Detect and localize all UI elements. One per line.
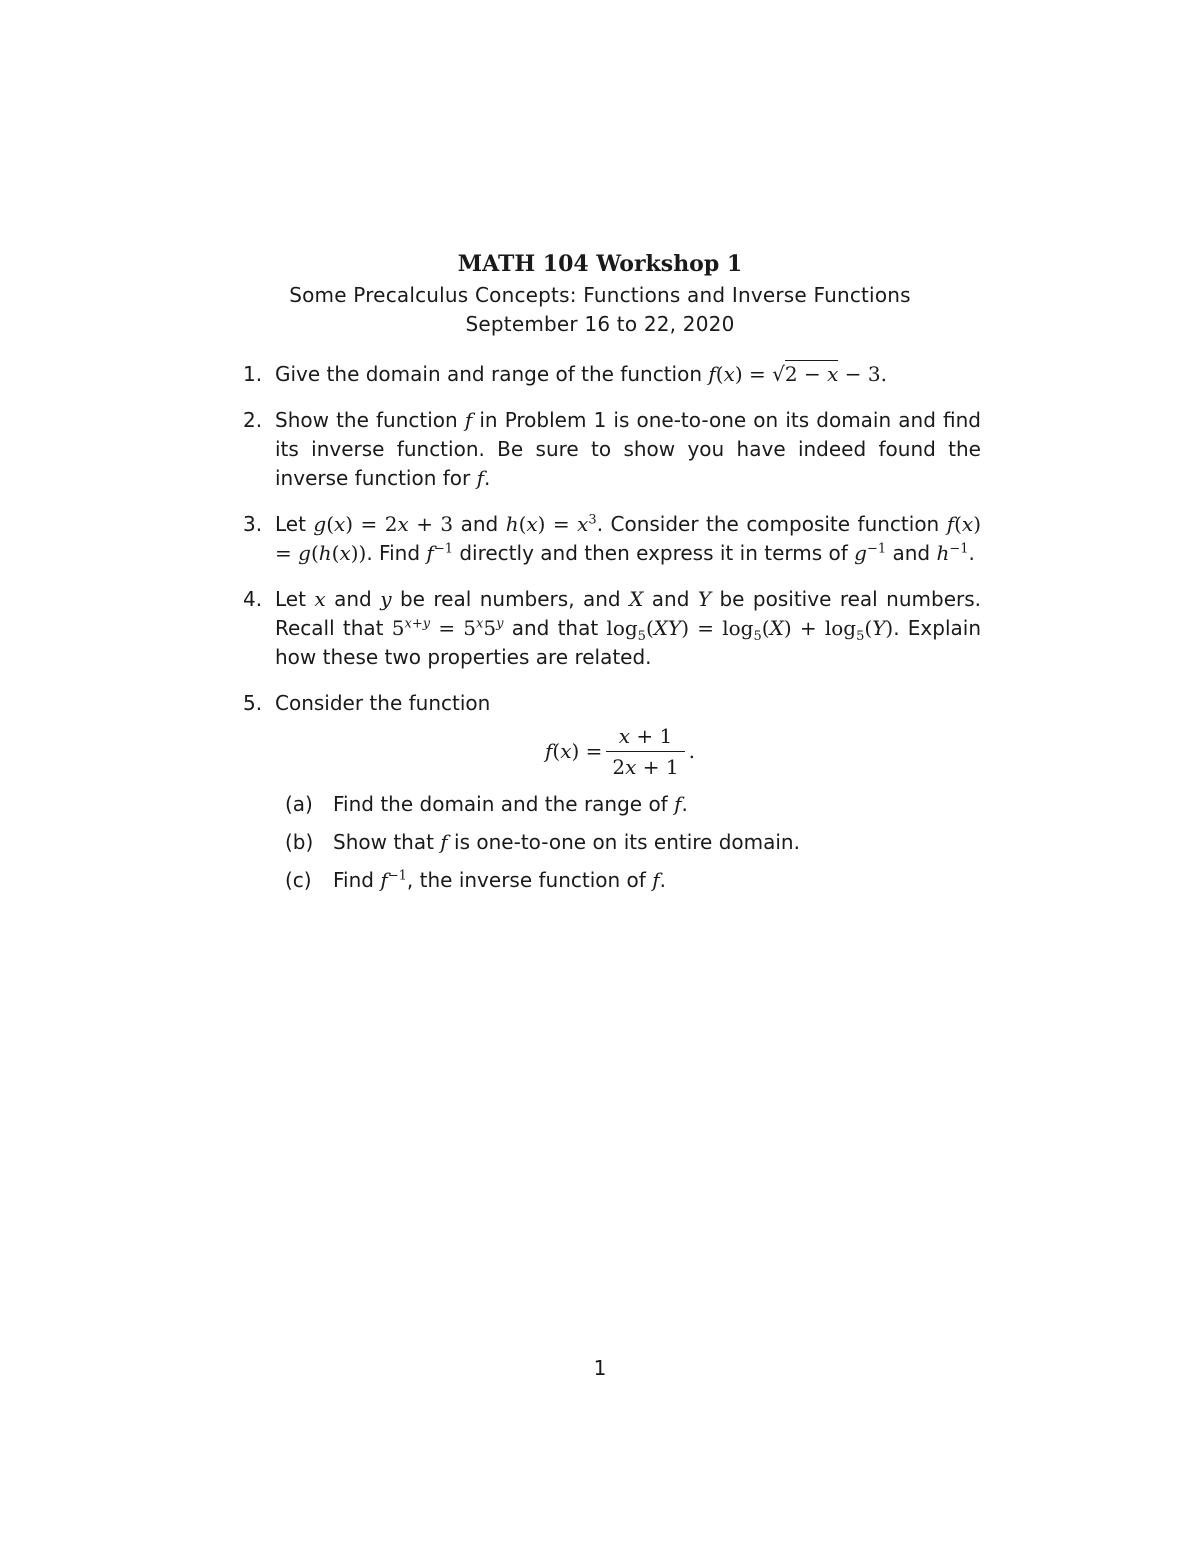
problem-4-text: Let x and y be real numbers, and X and Y be positive real numbers. Recall that $5^{x+y} = 5^x5^y$ and that $\log_5(XY) = \log_5(X) + \log_5(Y)$. Explain how these two properties are related. bbox=[275, 587, 982, 669]
problem-number: 1. bbox=[243, 362, 263, 386]
subpart-label: (c) bbox=[285, 868, 312, 892]
subpart-label: (a) bbox=[285, 792, 313, 816]
document-subtitle: Some Precalculus Concepts: Functions and Inverse Functions bbox=[289, 283, 911, 307]
problem-3-text: Let g(x) = 2x + 3 and $h(x) = x^3$. Consider the composite function f(x) = g(h(x)). Find $f^{-1}$ directly and then express it in terms of $g^{-1}$ and $h^{-1}$. bbox=[275, 512, 981, 565]
problem-5 bbox=[243, 689, 981, 895]
subpart-b: (b) Show that f is one-to-one on its entire domain. bbox=[285, 828, 981, 857]
page-number: 1 bbox=[593, 1356, 607, 1380]
subpart-label: (b) bbox=[285, 830, 314, 854]
problem-number: 4. bbox=[243, 587, 263, 611]
problem-1 bbox=[243, 360, 981, 389]
problem-number: 5. bbox=[243, 691, 263, 715]
problem-2 bbox=[243, 406, 981, 493]
equation-lhs: f bbox=[545, 738, 553, 763]
fraction-numerator: x + 1 bbox=[618, 723, 673, 748]
problem-list bbox=[243, 360, 981, 912]
problem-2-text: Show the function f in Problem 1 is one-to-one on its domain and find its inverse function. Be sure to show you have indeed found the inverse function for f. bbox=[275, 408, 981, 490]
document-header bbox=[0, 247, 1200, 339]
problem-1-math: f(x) = √2 − x − 3. bbox=[708, 362, 887, 386]
problem-3 bbox=[243, 510, 981, 568]
problem-1-text bbox=[275, 360, 981, 389]
problem-1-prose: Give the domain and range of the function bbox=[275, 362, 709, 386]
problem-number: 2. bbox=[243, 408, 263, 432]
document-title: MATH 104 Workshop 1 bbox=[457, 251, 743, 277]
fraction-denominator: 2x + 1 bbox=[606, 751, 684, 780]
problem-4 bbox=[243, 585, 981, 672]
problem-number: 3. bbox=[243, 512, 263, 536]
equation-end: . bbox=[688, 738, 695, 763]
problem-5-parts bbox=[275, 790, 981, 895]
fraction bbox=[606, 723, 684, 780]
subpart-c: (c) Find $f^{-1}$, the inverse function of f. bbox=[285, 866, 981, 895]
problem-5-intro: Consider the function bbox=[275, 691, 491, 715]
subpart-a: (a) Find the domain and the range of f. bbox=[285, 790, 981, 819]
display-equation: f ( x ) = $\frac{x + 1}{2x + 1}$ . bbox=[545, 723, 695, 779]
document-dates: September 16 to 22, 2020 bbox=[465, 312, 735, 336]
